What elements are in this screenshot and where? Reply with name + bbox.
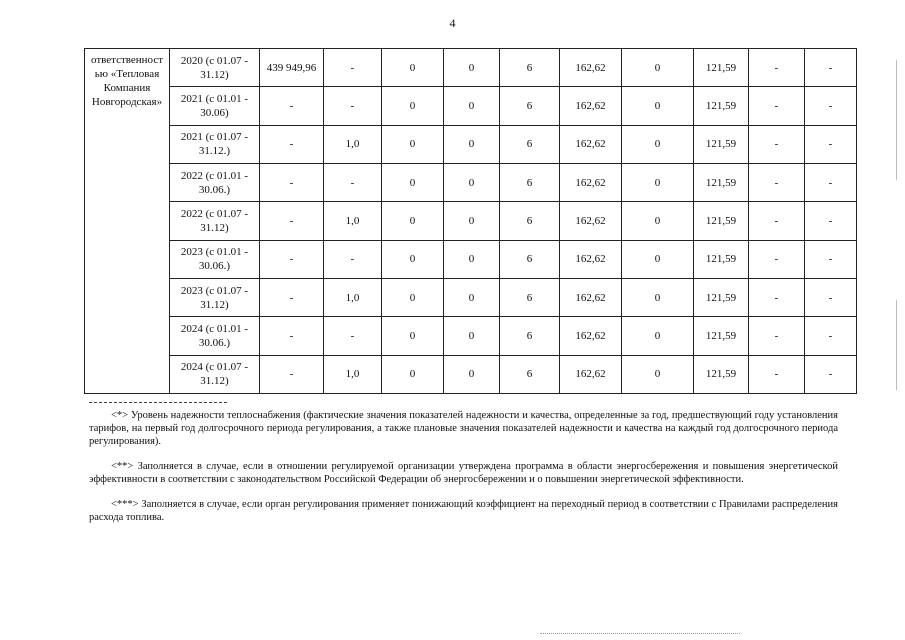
- value-cell-c9: -: [749, 87, 805, 125]
- value-cell-c8: 121,59: [694, 317, 749, 355]
- period-cell: 2021 (с 01.01 - 30.06): [170, 87, 260, 125]
- value-cell-c3: 0: [382, 355, 444, 393]
- value-cell-c4: 0: [444, 317, 500, 355]
- footnote-separator: [89, 402, 227, 403]
- value-cell-c6: 162,62: [560, 240, 622, 278]
- value-cell-c10: -: [805, 278, 857, 316]
- value-cell-c8: 121,59: [694, 355, 749, 393]
- value-cell-c1: -: [260, 240, 324, 278]
- value-cell-c8: 121,59: [694, 87, 749, 125]
- footnote-1: <*> Уровень надежности теплоснабжения (фактические значения показателей надежности и качества, определенные за год, предшествующий году установления тарифов, на первый год долгосрочного периода регулирования, а также плановые значения показателей надежности и качества на каждый год долгосрочного периода регулирования).: [89, 410, 838, 447]
- value-cell-c6: 162,62: [560, 317, 622, 355]
- value-cell-c7: 0: [622, 49, 694, 87]
- value-cell-c2: 1,0: [324, 278, 382, 316]
- value-cell-c9: -: [749, 355, 805, 393]
- footnote-2: <**> Заполняется в случае, если в отношении регулируемой организации утверждена программа в области энергосбережения и повышения энергетической эффективности в соответствии с законодательством Российской Федерации об энергосбережении и о повышении энергетической эффективности.: [89, 461, 838, 485]
- value-cell-c6: 162,62: [560, 202, 622, 240]
- value-cell-c5: 6: [500, 202, 560, 240]
- period-cell: 2022 (с 01.07 - 31.12): [170, 202, 260, 240]
- value-cell-c5: 6: [500, 355, 560, 393]
- value-cell-c3: 0: [382, 49, 444, 87]
- value-cell-c9: -: [749, 278, 805, 316]
- value-cell-c3: 0: [382, 278, 444, 316]
- period-cell: 2024 (с 01.01 - 30.06.): [170, 317, 260, 355]
- table-body: [85, 49, 857, 394]
- value-cell-c3: 0: [382, 87, 444, 125]
- value-cell-c7: 0: [622, 355, 694, 393]
- value-cell-c10: -: [805, 317, 857, 355]
- value-cell-c5: 6: [500, 87, 560, 125]
- value-cell-c2: -: [324, 163, 382, 201]
- value-cell-c6: 162,62: [560, 278, 622, 316]
- value-cell-c7: 0: [622, 202, 694, 240]
- value-cell-c2: -: [324, 87, 382, 125]
- value-cell-c9: -: [749, 49, 805, 87]
- value-cell-c10: -: [805, 87, 857, 125]
- value-cell-c7: 0: [622, 125, 694, 163]
- value-cell-c5: 6: [500, 278, 560, 316]
- value-cell-c2: 1,0: [324, 202, 382, 240]
- period-cell: 2020 (с 01.07 - 31.12): [170, 49, 260, 87]
- value-cell-c7: 0: [622, 317, 694, 355]
- value-cell-c9: -: [749, 163, 805, 201]
- period-cell: 2023 (с 01.01 - 30.06.): [170, 240, 260, 278]
- value-cell-c8: 121,59: [694, 278, 749, 316]
- value-cell-c3: 0: [382, 125, 444, 163]
- value-cell-c5: 6: [500, 317, 560, 355]
- period-cell: 2022 (с 01.01 - 30.06.): [170, 163, 260, 201]
- value-cell-c10: -: [805, 49, 857, 87]
- table-row: [85, 240, 857, 278]
- value-cell-c1: -: [260, 87, 324, 125]
- value-cell-c7: 0: [622, 87, 694, 125]
- value-cell-c10: -: [805, 163, 857, 201]
- value-cell-c1: -: [260, 202, 324, 240]
- value-cell-c4: 0: [444, 278, 500, 316]
- value-cell-c6: 162,62: [560, 125, 622, 163]
- table-row: [85, 49, 857, 87]
- value-cell-c3: 0: [382, 163, 444, 201]
- value-cell-c3: 0: [382, 317, 444, 355]
- value-cell-c1: -: [260, 278, 324, 316]
- table-row: [85, 317, 857, 355]
- scan-edge-mark: [896, 300, 897, 390]
- value-cell-c4: 0: [444, 125, 500, 163]
- value-cell-c5: 6: [500, 49, 560, 87]
- value-cell-c1: 439 949,96: [260, 49, 324, 87]
- value-cell-c1: -: [260, 355, 324, 393]
- scan-bottom-mark: [540, 633, 740, 634]
- tariff-table: [84, 48, 857, 394]
- organization-cell: ответственност ью «Тепловая Компания Новгородская»: [85, 49, 170, 394]
- value-cell-c10: -: [805, 202, 857, 240]
- value-cell-c9: -: [749, 240, 805, 278]
- value-cell-c6: 162,62: [560, 49, 622, 87]
- value-cell-c5: 6: [500, 240, 560, 278]
- value-cell-c9: -: [749, 317, 805, 355]
- footnote-3: <***> Заполняется в случае, если орган регулирования применяет понижающий коэффициент на переходный период в соответствии с Правилами распределения расхода топлива.: [89, 499, 838, 523]
- value-cell-c8: 121,59: [694, 202, 749, 240]
- value-cell-c5: 6: [500, 125, 560, 163]
- value-cell-c8: 121,59: [694, 125, 749, 163]
- value-cell-c6: 162,62: [560, 163, 622, 201]
- period-cell: 2023 (с 01.07 - 31.12): [170, 278, 260, 316]
- value-cell-c7: 0: [622, 240, 694, 278]
- value-cell-c4: 0: [444, 240, 500, 278]
- table-row: [85, 202, 857, 240]
- value-cell-c4: 0: [444, 49, 500, 87]
- value-cell-c2: -: [324, 49, 382, 87]
- value-cell-c6: 162,62: [560, 87, 622, 125]
- value-cell-c1: -: [260, 125, 324, 163]
- value-cell-c2: 1,0: [324, 125, 382, 163]
- value-cell-c4: 0: [444, 87, 500, 125]
- value-cell-c7: 0: [622, 278, 694, 316]
- table-row: [85, 355, 857, 393]
- value-cell-c10: -: [805, 240, 857, 278]
- value-cell-c8: 121,59: [694, 240, 749, 278]
- value-cell-c2: 1,0: [324, 355, 382, 393]
- value-cell-c7: 0: [622, 163, 694, 201]
- table-row: [85, 278, 857, 316]
- value-cell-c2: -: [324, 240, 382, 278]
- page-number: 4: [449, 16, 456, 30]
- footnotes: [89, 402, 838, 536]
- value-cell-c8: 121,59: [694, 163, 749, 201]
- value-cell-c4: 0: [444, 202, 500, 240]
- value-cell-c6: 162,62: [560, 355, 622, 393]
- table-row: [85, 87, 857, 125]
- value-cell-c10: -: [805, 125, 857, 163]
- scan-edge-mark: [896, 60, 897, 180]
- table-row: [85, 125, 857, 163]
- period-cell: 2021 (с 01.07 - 31.12.): [170, 125, 260, 163]
- table-row: [85, 163, 857, 201]
- value-cell-c5: 6: [500, 163, 560, 201]
- value-cell-c3: 0: [382, 240, 444, 278]
- value-cell-c4: 0: [444, 163, 500, 201]
- value-cell-c3: 0: [382, 202, 444, 240]
- period-cell: 2024 (с 01.07 - 31.12): [170, 355, 260, 393]
- value-cell-c9: -: [749, 125, 805, 163]
- value-cell-c10: -: [805, 355, 857, 393]
- value-cell-c8: 121,59: [694, 49, 749, 87]
- value-cell-c1: -: [260, 163, 324, 201]
- value-cell-c1: -: [260, 317, 324, 355]
- value-cell-c2: -: [324, 317, 382, 355]
- value-cell-c9: -: [749, 202, 805, 240]
- value-cell-c4: 0: [444, 355, 500, 393]
